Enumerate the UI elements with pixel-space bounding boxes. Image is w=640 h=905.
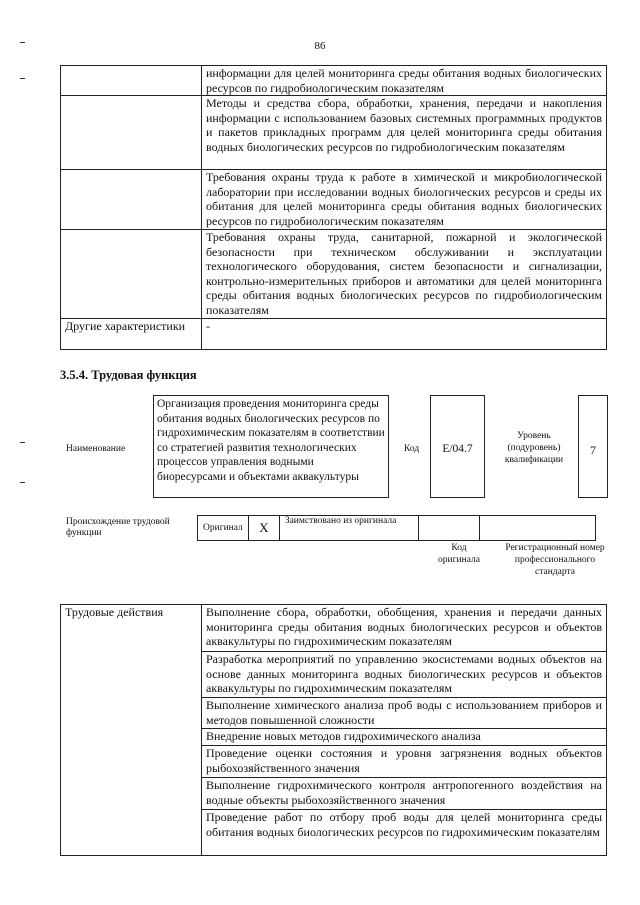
actions-label: Трудовые действия: [61, 605, 202, 856]
action-item: Проведение работ по отбору проб воды для целей мониторинга среды обитания водных биологических ресурсов по гидрохимическим показателям: [202, 810, 607, 856]
row-text: Требования охраны труда, санитарной, пожарной и экологической безопасности при техническом обслуживании и эксплуатации технологического оборудования, систем безопасности и сигнализации, контрольно-измерительных приборов и автоматики для целей мониторинга среды обитания водных биологических ресурсов по гидробиологическим показателям: [202, 230, 607, 319]
table-row: [61, 230, 607, 319]
action-item: Проведение оценки состояния и уровня загрязнения водных объектов рыбохозяйственного значения: [202, 746, 607, 778]
origin-table: [197, 515, 596, 541]
row-text: Методы и средства сбора, обработки, хранения, передачи и накопления информации с использованием базовых системных программных продуктов и пакетов прикладных программ для целей мониторинга среды обитания водных биологических ресурсов по гидробиологическим показателям: [202, 96, 607, 170]
section-heading: 3.5.4. Трудовая функция: [60, 368, 197, 382]
knowledge-table: [60, 65, 607, 350]
row-label: [61, 66, 202, 96]
action-item: Выполнение химического анализа проб воды с использованием приборов и методов повышенной сложности: [202, 698, 607, 729]
row-text: Требования охраны труда к работе в химической и микробиологической лаборатории при исследовании водных биологических ресурсов и среды их обитания для целей мониторинга среды обитания водных биологических ресурсов по гидробиологическим показателям: [202, 170, 607, 230]
row-text: информации для целей мониторинга среды обитания водных биологических ресурсов по гидробиологическим показателям: [202, 66, 607, 96]
function-code: E/04.7: [430, 395, 485, 498]
function-name: Организация проведения мониторинга среды обитания водных биологических ресурсов по гидрохимическим показателям в соответствии со стратегией развития технологических процессов управления водными биоресурсами и объектами аквакультуры: [153, 395, 389, 498]
borrowed-label: Заимствовано из оригинала: [279, 516, 418, 541]
row-label: [61, 230, 202, 319]
margin-mark: [20, 78, 25, 79]
regnum-caption: Регистрационный номер профессионального стандарта: [505, 543, 605, 577]
row-text: -: [202, 319, 607, 350]
table-row: [61, 96, 607, 170]
row-label: [61, 96, 202, 170]
action-item: Выполнение гидрохимического контроля антропогенного воздействия на водные объекты рыбохозяйственного значения: [202, 778, 607, 810]
code-original-caption: Код оригинала: [438, 543, 480, 565]
origin-label: Происхождение трудовой функции: [66, 517, 170, 538]
action-item: Выполнение сбора, обработки, обобщения, хранения и передачи данных мониторинга среды обитания водных биологических ресурсов и объектов аквакультуры по гидрохимическим показателям: [202, 605, 607, 652]
original-mark: X: [248, 516, 279, 541]
table-row: [61, 319, 607, 350]
page-number: 86: [314, 40, 326, 52]
action-item: Разработка мероприятий по управлению экосистемами водных объектов на основе данных мониторинга водных биологических ресурсов и объектов аквакультуры по гидрохимическим показателям: [202, 652, 607, 698]
actions-table: [60, 604, 607, 856]
margin-mark: [20, 442, 25, 443]
name-label: Наименование: [66, 444, 126, 454]
table-row: [61, 66, 607, 96]
table-row: [61, 605, 607, 652]
row-label: [61, 170, 202, 230]
original-code-cell: [418, 516, 479, 541]
table-row: [61, 170, 607, 230]
regnum-cell: [479, 516, 595, 541]
level-label: Уровень (подуровень) квалификации: [504, 431, 564, 465]
qualification-level: 7: [578, 395, 608, 498]
margin-mark: [20, 482, 25, 483]
action-item: Внедрение новых методов гидрохимического анализа: [202, 729, 607, 746]
row-label: Другие характеристики: [61, 319, 202, 350]
original-label: Оригинал: [198, 516, 249, 541]
code-label: Код: [404, 444, 420, 454]
